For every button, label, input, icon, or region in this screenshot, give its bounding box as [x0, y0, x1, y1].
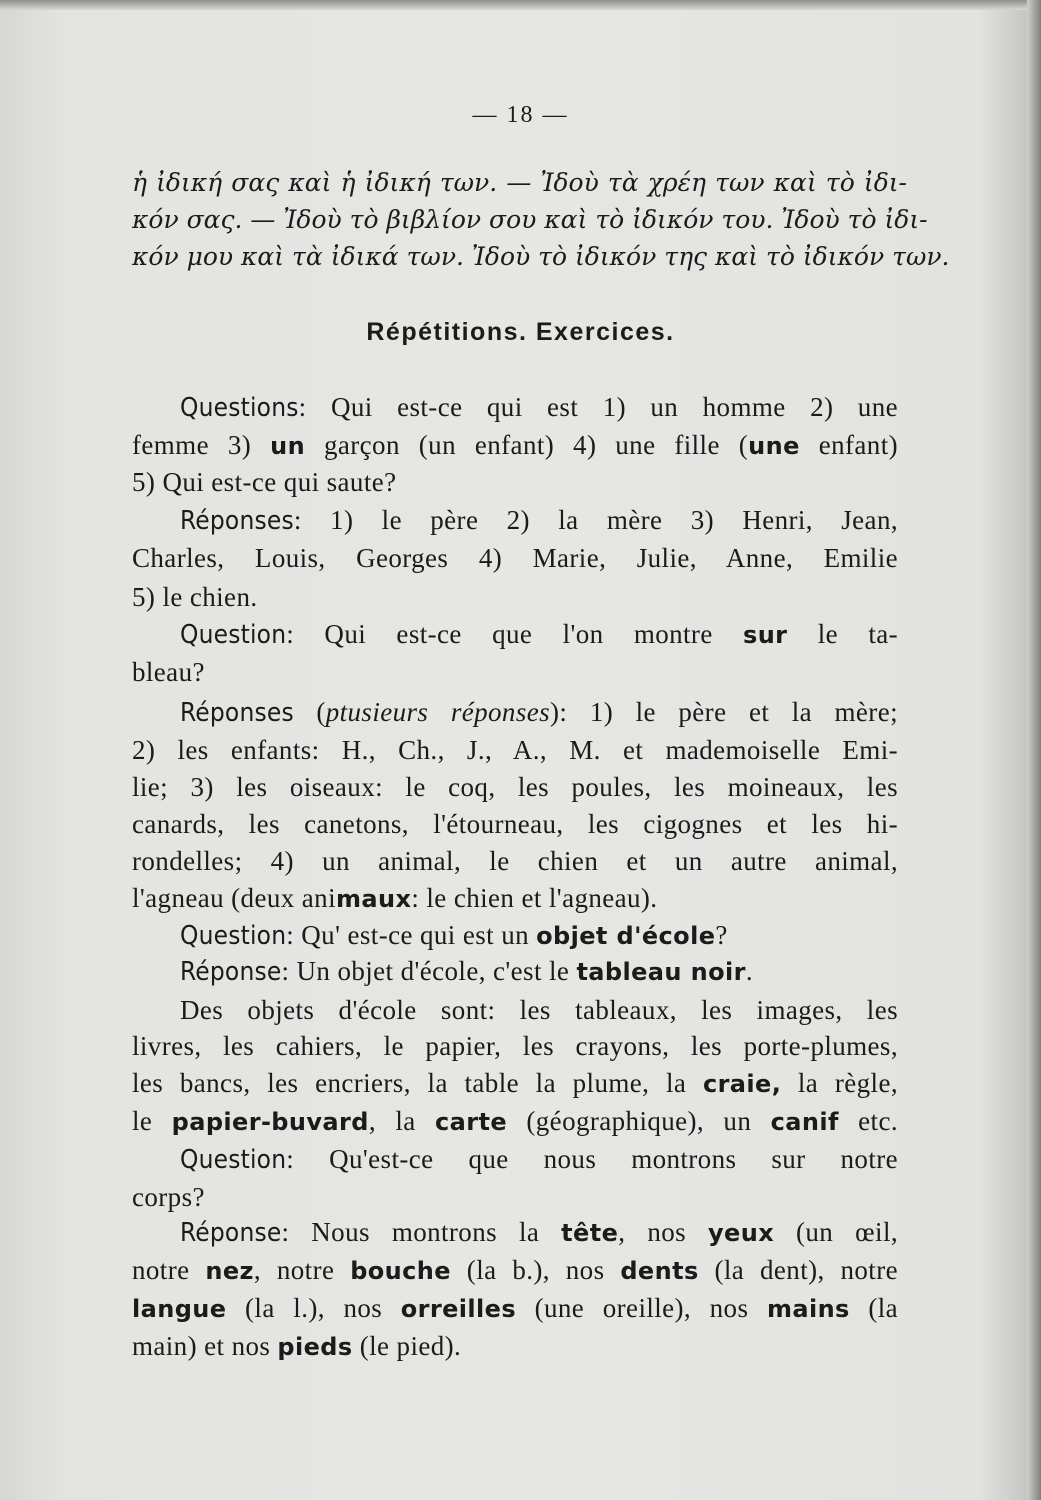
text-line: livres, les cahiers, le papier, les crayons, les porte-plumes, [132, 1031, 898, 1061]
text-run: (la b.), nos [450, 1255, 621, 1285]
bold-term: tableau noir [576, 958, 746, 986]
text-run: , notre [253, 1255, 351, 1285]
text-run: la règle, [781, 1068, 898, 1098]
text-run: (un œil, [774, 1217, 898, 1247]
text-run: le ta- [787, 619, 898, 649]
text-line [180, 392, 898, 423]
text-run: notre [132, 1255, 206, 1285]
text-run: enfant) [799, 430, 898, 460]
label-question: Question [180, 921, 287, 951]
text-run: ? [715, 920, 728, 950]
text-line: canards, les canetons, l'étourneau, les cigognes et les hi- [132, 809, 898, 839]
bold-term: canif [770, 1108, 839, 1136]
label-questions: Questions [180, 393, 299, 423]
page-binding-edge [1027, 0, 1041, 1500]
bold-term: objet d'école [536, 922, 716, 950]
italic-note: ptusieurs réponses [325, 697, 551, 727]
text-run: le [132, 1106, 172, 1136]
bold-term: yeux [708, 1219, 775, 1247]
label-reponses: Réponses [180, 506, 294, 536]
text-line: lie; 3) les oiseaux: le coq, les poules, les moineaux, les [132, 772, 898, 802]
bold-term: bouche [350, 1257, 451, 1285]
bold-term: un [270, 432, 306, 460]
bold-term: craie, [702, 1070, 782, 1098]
text-run: (le pied). [352, 1331, 462, 1361]
text-line [180, 1217, 898, 1248]
bold-term: papier-buvard [171, 1108, 369, 1136]
text-run: : Un objet d'école, c'est le [281, 956, 577, 986]
label-reponses: Réponses [180, 698, 294, 728]
greek-line-3: κόν μου καὶ τὰ ἰδικά των. Ἰδοὺ τὸ ἰδικόν της καὶ τὸ ἰδικόν των. [132, 242, 950, 271]
text-run: . [745, 956, 754, 986]
label-reponse: Réponse [180, 957, 282, 987]
bold-term: dents [620, 1257, 699, 1285]
text-run: : le chien et l'agneau). [411, 883, 658, 913]
text-run: garçon (un enfant) 4) une fille ( [305, 430, 749, 460]
text-run: l'agneau (deux ani [132, 883, 336, 913]
text-line [132, 883, 898, 914]
label-reponse: Réponse [180, 1218, 282, 1248]
text-run: femme 3) [132, 430, 271, 460]
bold-term: nez [205, 1257, 254, 1285]
text-run: les bancs, les encriers, la table la plume, la [132, 1068, 703, 1098]
bold-term: carte [435, 1108, 508, 1136]
text-run: ( [293, 697, 326, 727]
text-line [132, 1106, 898, 1137]
text-line [180, 505, 898, 536]
text-run: (la [849, 1293, 899, 1323]
text-line [180, 920, 898, 951]
text-run: , la [368, 1106, 436, 1136]
label-question: Question [180, 620, 287, 650]
text-line: Des objets d'école sont: les tableaux, les images, les [180, 995, 898, 1025]
text-run: etc. [838, 1106, 898, 1136]
text-line [180, 619, 898, 650]
text-line: 5) le chien. [132, 582, 258, 612]
page-top-edge [0, 0, 1041, 10]
text-line: corps? [132, 1182, 205, 1212]
bold-term: langue [132, 1295, 227, 1323]
text-run: (la dent), notre [698, 1255, 898, 1285]
bold-term: maux [335, 885, 412, 913]
text-run: : Qui est-ce que l'on montre [286, 619, 744, 649]
text-run: main) et nos [132, 1331, 278, 1361]
text-line [180, 697, 898, 728]
text-run: : Qui est-ce qui est 1) un homme 2) une [298, 392, 898, 422]
page-number: — 18 — [472, 102, 569, 128]
text-line: rondelles; 4) un animal, le chien et un autre animal, [132, 846, 898, 876]
text-run: (géographique), un [507, 1106, 771, 1136]
text-line [132, 1255, 898, 1286]
bold-term: mains [766, 1295, 850, 1323]
text-line [180, 1144, 898, 1175]
text-run: : 1) le père 2) la mère 3) Henri, Jean, [293, 505, 898, 535]
bold-term: une [748, 432, 800, 460]
text-line [132, 1068, 898, 1099]
greek-line-1: ἡ ἰδική σας καὶ ἡ ἰδική των. — Ἰδοὺ τὰ χρέη των καὶ τὸ ἰδι- [132, 168, 907, 197]
text-line [132, 430, 898, 461]
text-line [132, 1293, 898, 1324]
text-line: bleau? [132, 657, 205, 687]
text-run: : Nous montrons la [281, 1217, 562, 1247]
text-run: : Qu' est-ce qui est un [286, 920, 537, 950]
text-run: (une oreille), nos [516, 1293, 767, 1323]
bold-term: orreilles [400, 1295, 517, 1323]
text-line: 5) Qui est-ce qui saute? [132, 467, 397, 497]
text-run: : Qu'est-ce que nous montrons sur notre [286, 1144, 898, 1174]
text-line: Charles, Louis, Georges 4) Marie, Julie, Anne, Emilie [132, 543, 898, 573]
bold-term: sur [743, 621, 788, 649]
bold-term: tête [561, 1219, 619, 1247]
label-question: Question [180, 1145, 287, 1175]
text-line: 2) les enfants: H., Ch., J., A., M. et mademoiselle Emi- [132, 735, 898, 765]
bold-term: pieds [277, 1333, 353, 1361]
greek-line-2: κόν σας. — Ἰδοὺ τὸ βιβλίον σου καὶ τὸ ἰδικόν του. Ἰδοὺ τὸ ἰδι- [132, 205, 928, 234]
text-run: (la l.), nos [226, 1293, 401, 1323]
section-title: Répétitions. Exercices. [366, 318, 675, 346]
text-run: , nos [618, 1217, 708, 1247]
text-line [180, 956, 898, 987]
text-run: ): 1) le père et la mère; [550, 697, 898, 727]
text-line [132, 1331, 898, 1362]
